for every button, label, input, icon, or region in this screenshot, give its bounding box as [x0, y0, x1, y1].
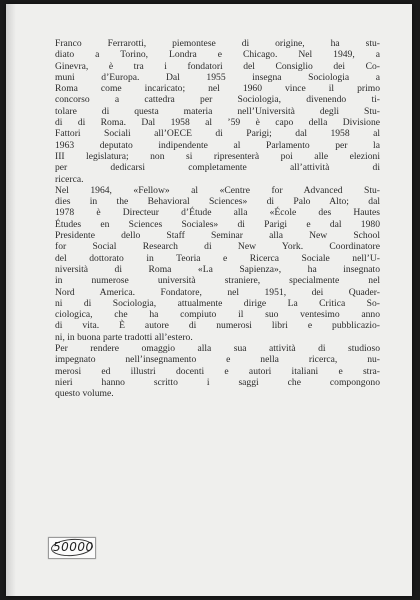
bio-line: tolare di questa materia nell’Università degli Stu-	[55, 105, 380, 117]
price-sticker	[48, 537, 96, 559]
bio-line: Franco Ferrarotti, piemontese di origine, ha stu-	[55, 38, 380, 49]
bio-line: Fattori Sociali all’OECE di Parigi; dal 1958 al	[55, 128, 380, 140]
bio-line: impegnato nell’insegnamento e nella ricerca, nu-	[55, 354, 380, 366]
bio-line: muni d’Europa. Dal 1955 insegna Sociologia a	[55, 71, 380, 83]
bio-line: Nord America. Fondatore, nel 1951, dei Quader-	[55, 286, 380, 298]
bio-line: diato a Torino, Londra e Chicago. Nel 1949, a	[55, 49, 380, 61]
bio-line: Études en Sciences Sociales» di Parigi e dal 1980	[55, 218, 380, 230]
bio-line: dies in the Behavioral Sciences» di Palo Alto; dal	[55, 196, 380, 208]
bio-line: di di Roma. Dal 1958 al ’59 è capo della Divisione	[55, 117, 380, 129]
bio-line: di vita. È autore di numerosi libri e pubblicazio-	[55, 320, 380, 332]
bio-line: in numerose università straniere, specialmente nel	[55, 275, 380, 287]
bio-line: 1978 è Directeur d’Étude alla «École des Hautes	[55, 207, 380, 219]
bio-line: 1963 deputato indipendente al Parlamento per la	[55, 139, 380, 151]
bio-line: Per rendere omaggio alla sua attività di studioso	[55, 343, 380, 355]
bio-line: ni di Sociologia, attualmente dirige La Critica So-	[55, 297, 380, 309]
bio-line: III legislatura; non si ripresenterà poi alle elezioni	[55, 150, 380, 162]
bio-line: Roma come incaricato; nel 1960 vince il primo	[55, 83, 380, 95]
bio-line: nieri hanno scritto i saggi che compongono	[55, 376, 380, 388]
page-edge-shadow	[6, 4, 16, 596]
bio-line: niversità di Roma «La Sapienza», ha insegnato	[55, 263, 380, 275]
bio-line: per dedicarsi completamente all’attività di	[55, 162, 380, 174]
bio-line: ni, in buona parte tradotti all’estero.	[55, 331, 193, 343]
bio-line: ricerca.	[55, 173, 84, 185]
bio-line: questo volume.	[55, 388, 114, 400]
bio-line: Presidente dello Staff Seminar alla New School	[55, 230, 380, 242]
book-back-cover	[6, 4, 412, 596]
bio-line: ciologica, che ha compiuto il suo ventesimo anno	[55, 309, 380, 321]
bio-line: concorso a cattedra per Sociologia, divenendo ti-	[55, 94, 380, 106]
bio-line: Ginevra, è tra i fondatori del Consiglio dei Co-	[55, 60, 380, 72]
bio-line: del dottorato in Teoria e Ricerca Sociale nell’U-	[55, 252, 380, 264]
bio-line: for Social Research di New York. Coordinatore	[55, 241, 380, 253]
author-biography	[55, 38, 380, 400]
bio-line: Nel 1964, «Fellow» al «Centre for Advanced Stu-	[55, 184, 380, 196]
price-text: 50000	[53, 540, 94, 554]
bio-line: merosi ed illustri docenti e autori italiani e stra-	[55, 365, 380, 377]
